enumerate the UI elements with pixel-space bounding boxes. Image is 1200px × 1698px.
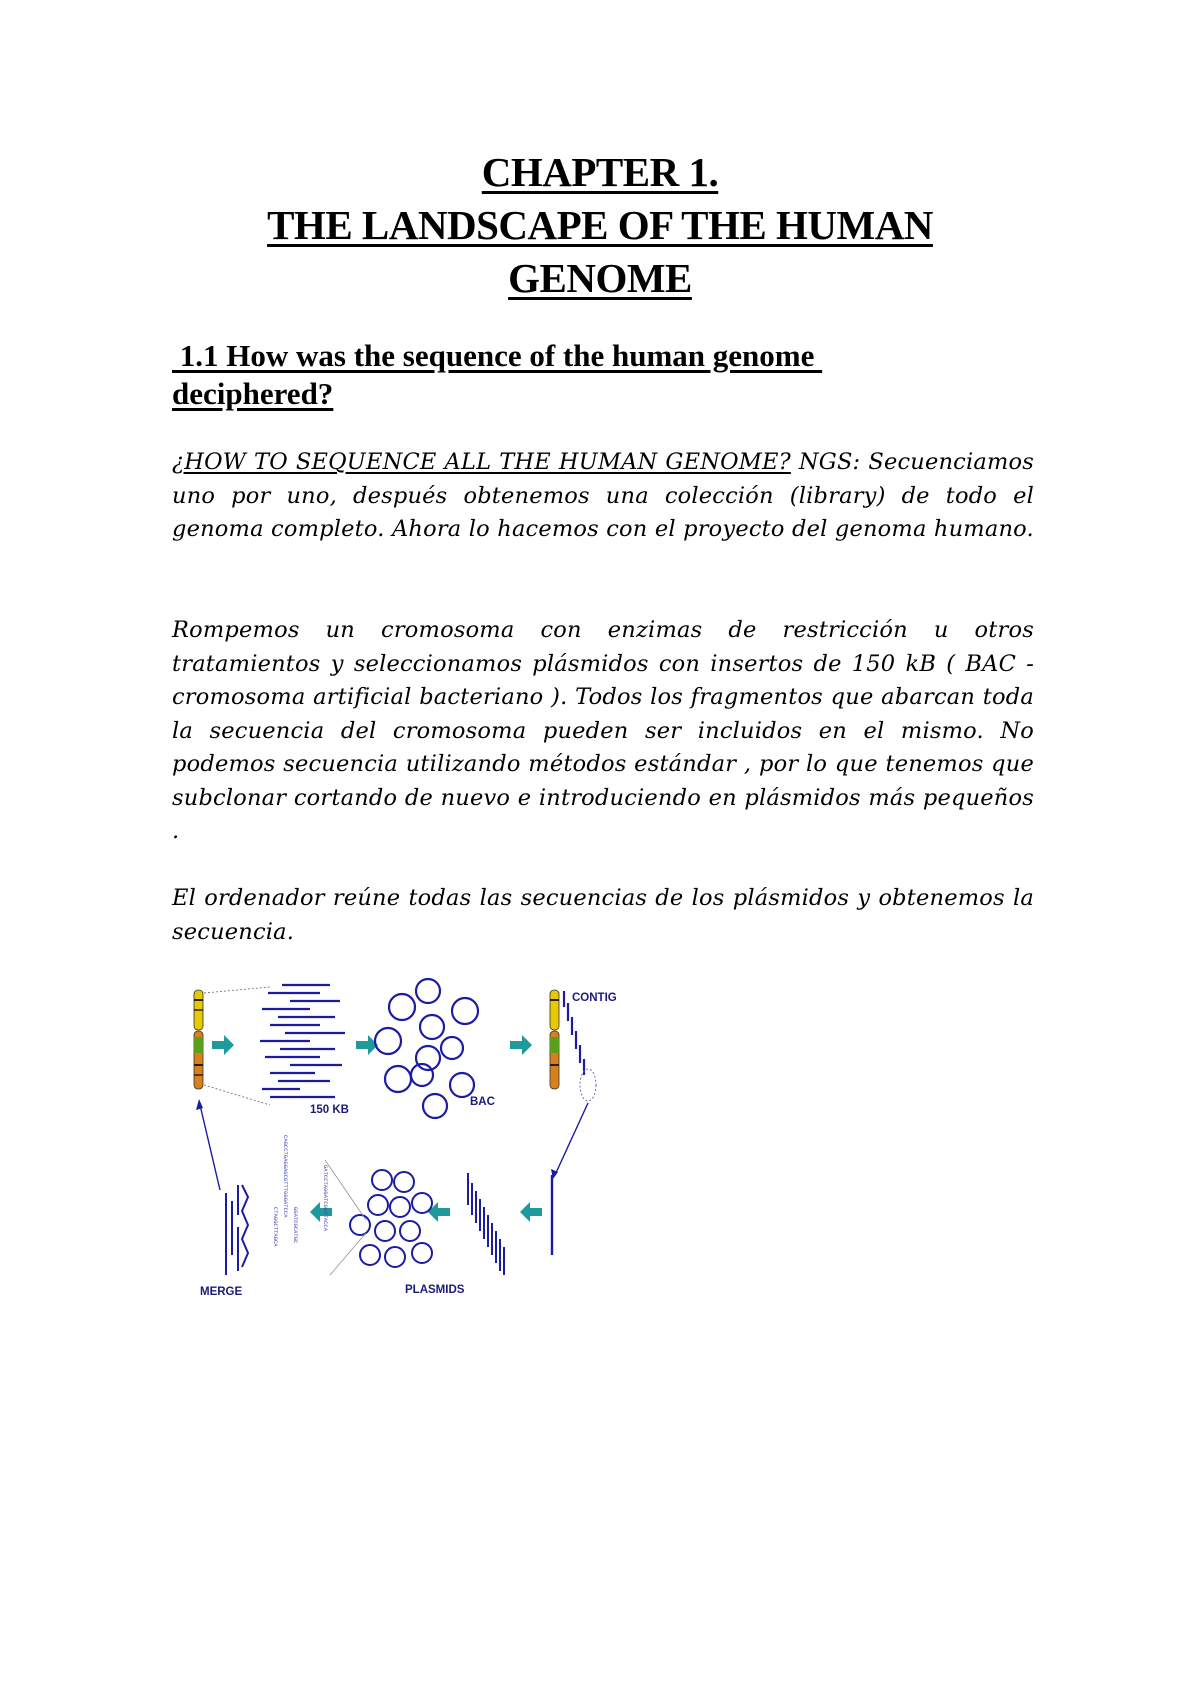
diagram-svg — [170, 975, 670, 1315]
fragment-lines — [260, 985, 345, 1097]
section-heading-line-2: deciphered? — [172, 376, 334, 411]
paragraph-1 — [172, 446, 1034, 547]
sequence-reads — [272, 1135, 329, 1247]
down-arrow-line — [555, 1103, 588, 1175]
svg-text:GGATCGCATGC: GGATCGCATGC — [292, 1207, 299, 1244]
zoom-line-top — [204, 987, 270, 993]
chapter-title-line-3: GENOME — [508, 255, 692, 301]
genome-sequencing-diagram — [170, 975, 670, 1315]
chapter-title-line-2: THE LANDSCAPE OF THE HUMAN — [267, 202, 933, 248]
plasmid-circles — [350, 1170, 432, 1267]
up-arrow-line — [200, 1105, 220, 1190]
label-contig: CONTIG — [572, 992, 617, 1004]
paragraph-1-text: NGS: Secuenciamos uno por uno, después obtenemos una colección (library) de todo el genoma completo. Ahora lo hacemos con el proyecto del genoma humano. — [172, 449, 1035, 542]
bac-circles — [375, 979, 478, 1118]
up-arrow-head — [196, 1099, 203, 1110]
contig-zoom-ellipse — [580, 1069, 596, 1101]
svg-text:CAGCCTGAGGAGCGTTTGGGATCCA: CAGCCTGAGGAGCGTTTGGGATCCA — [282, 1135, 289, 1218]
svg-text:CTAGGCTTAGCA: CTAGGCTTAGCA — [272, 1207, 279, 1247]
label-150kb: 150 KB — [310, 1104, 349, 1116]
paragraph-1-question: ¿HOW TO SEQUENCE ALL THE HUMAN GENOME? — [172, 449, 791, 475]
section-heading-line-1: 1.1 How was the sequence of the human genome — [172, 338, 823, 373]
zoom-line-bottom — [204, 1085, 270, 1105]
chromosome-left — [194, 990, 203, 1089]
chromosome-right — [550, 990, 559, 1089]
paragraph-3: El ordenador reúne todas las secuencias de los plásmidos y obtenemos la secuencia. — [172, 885, 1034, 945]
paragraph-2: Rompemos un cromosoma con enzimas de restricción u otros tratamientos y seleccionamos plásmidos con insertos de 150 kB ( BAC - cromosoma artificial bacteriano ). Todos los fragmentos que abarcan toda la secuencia del cromosoma pueden ser incluidos en el mismo. No podemos secuencia utilizando métodos estándar , por lo que tenemos que subclonar cortando de nuevo e introduciendo en plásmidos más pequeños . — [172, 617, 1034, 844]
label-merge: MERGE — [200, 1286, 243, 1298]
svg-text:GATCCTAGGATCGGATACCA: GATCCTAGGATCGGATACCA — [322, 1165, 329, 1232]
label-plasmids: PLASMIDS — [405, 1284, 465, 1296]
label-bac: BAC — [470, 1096, 495, 1108]
chapter-title-line-1: CHAPTER 1. — [481, 149, 719, 195]
subclone-fragments — [468, 1173, 504, 1275]
arrows — [212, 1035, 542, 1222]
merge-lines — [226, 1185, 248, 1275]
